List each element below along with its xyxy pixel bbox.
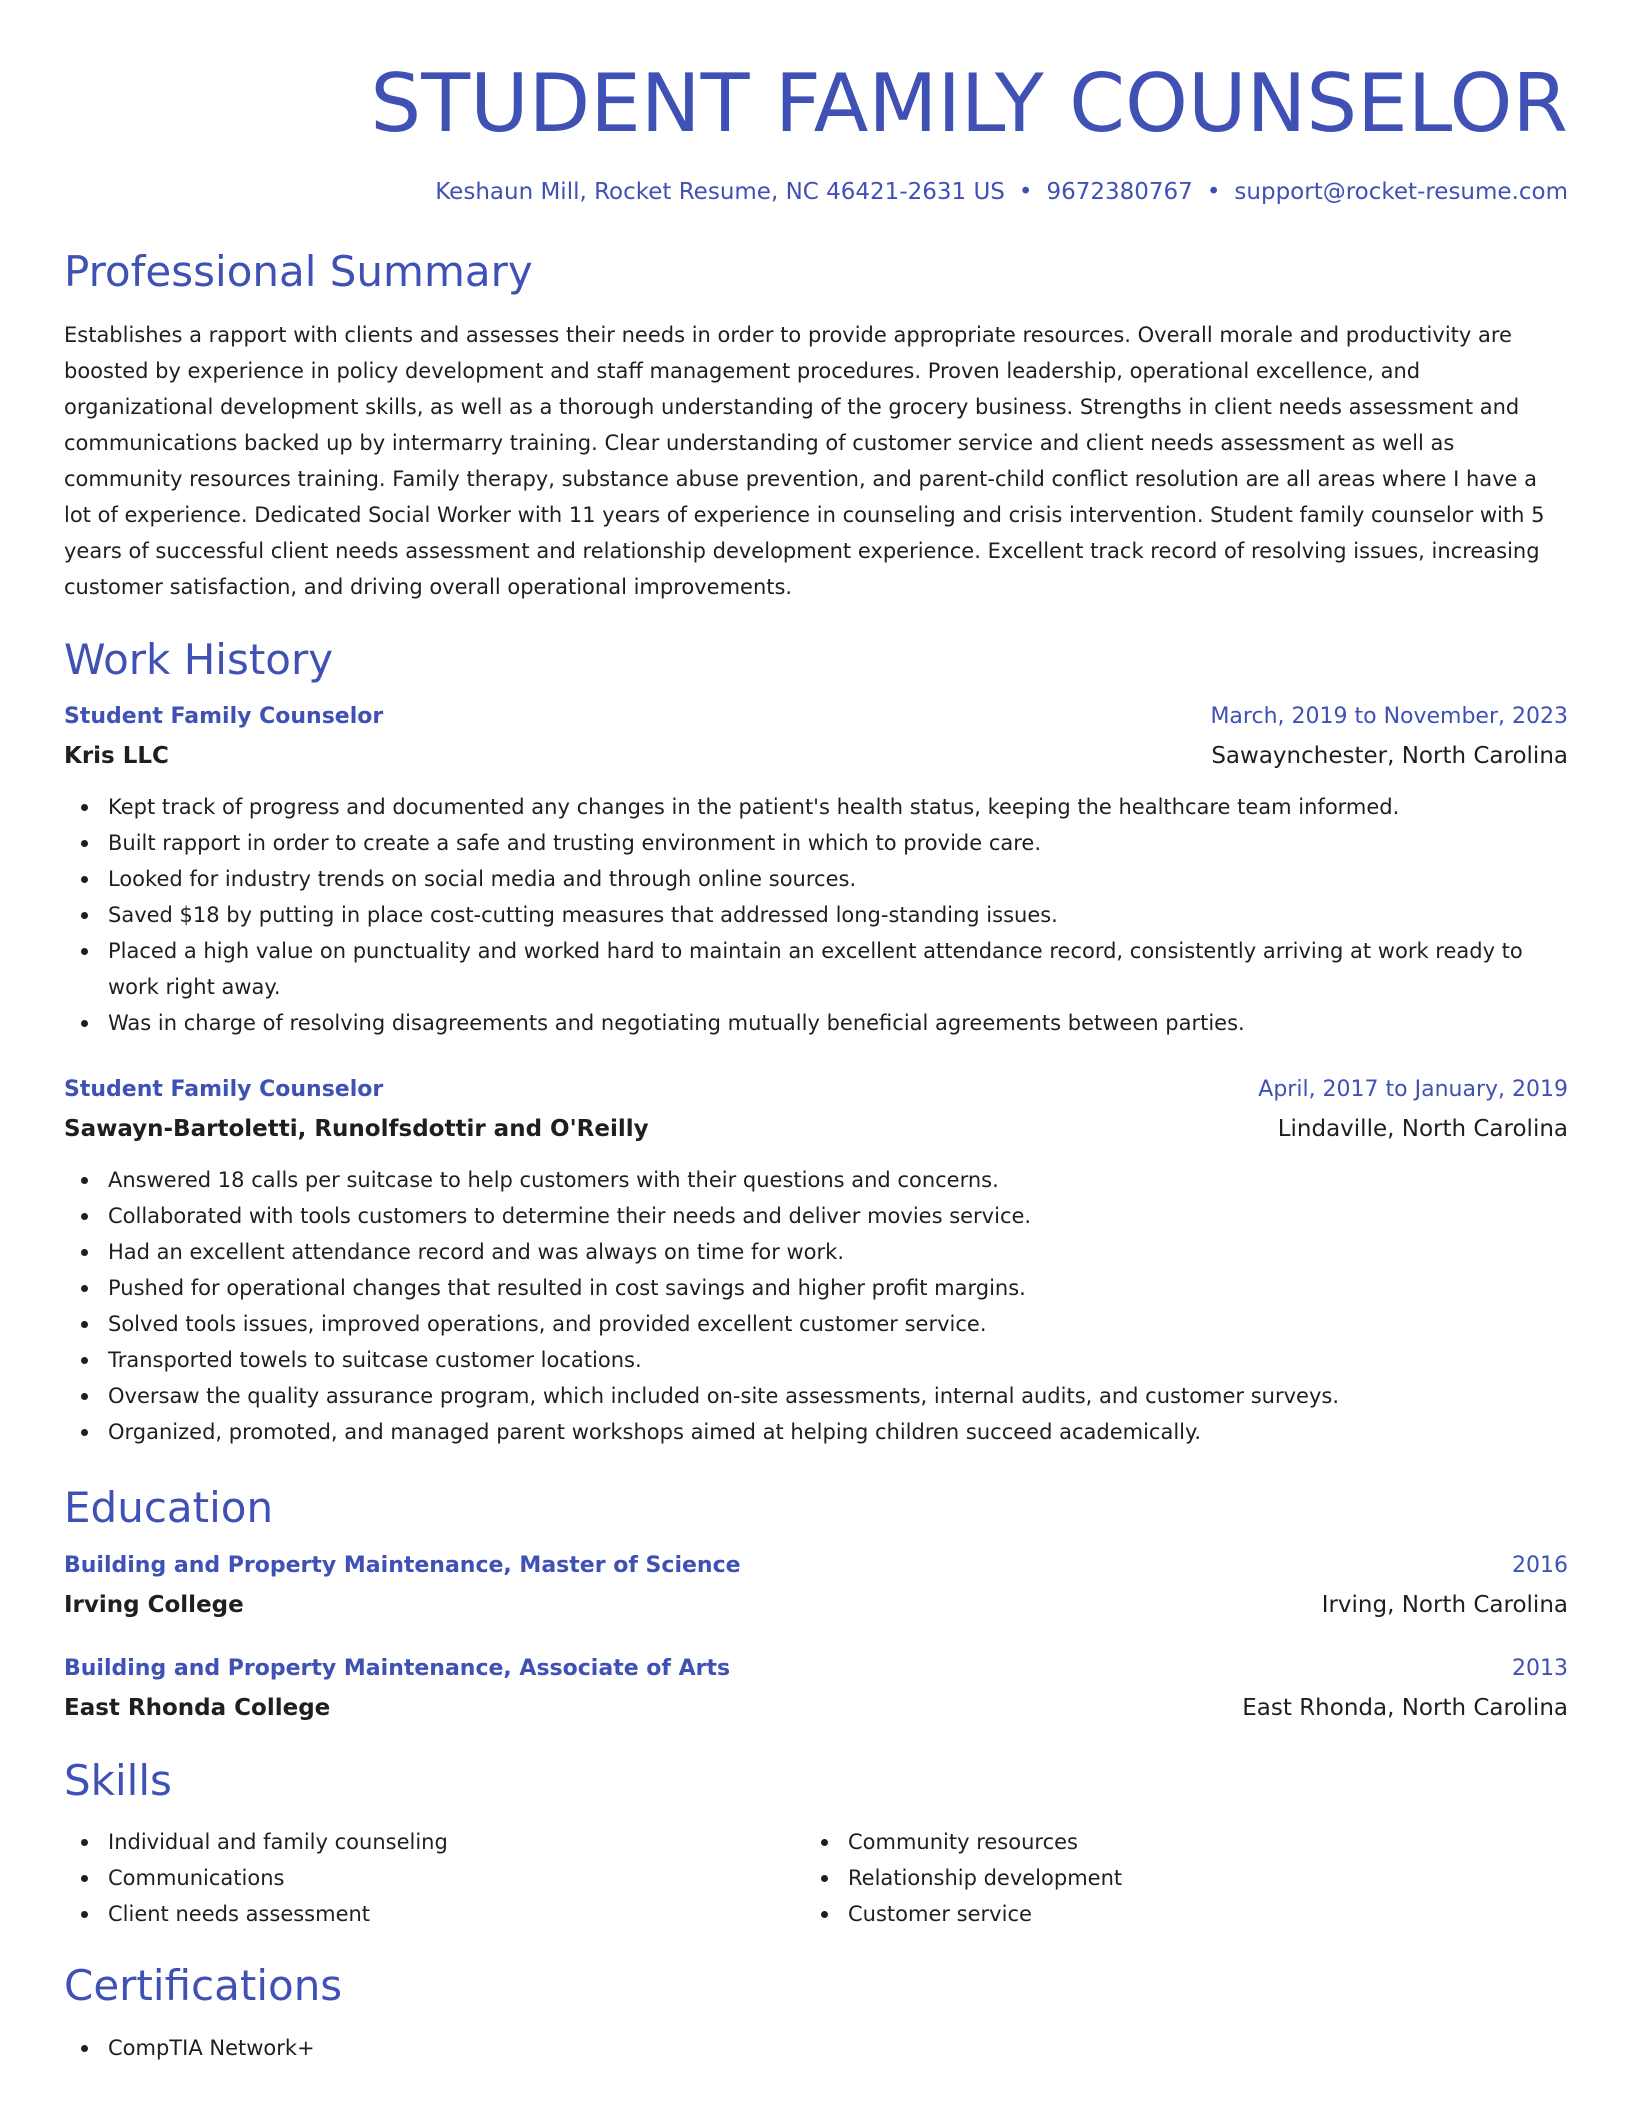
job-entry [64,1075,1568,1450]
job-title: Student Family Counselor [64,1077,384,1102]
job-bullet: Kept track of progress and documented any changes in the patient's health status, keeping the healthcare team informed. [64,789,1568,825]
job-bullet: Transported towels to suitcase customer locations. [64,1342,1568,1378]
contact-phone: 9672380767 [1046,179,1193,205]
job-bullet: Had an excellent attendance record and was always on time for work. [64,1234,1568,1270]
section-title-summary: Professional Summary [64,247,533,296]
job-bullet: Saved $18 by putting in place cost-cutting measures that addressed long-standing issues. [64,897,1568,933]
job-bullet: Oversaw the quality assurance program, which included on-site assessments, internal audits, and customer surveys. [64,1378,1568,1414]
skill-item: Communications [64,1860,804,1896]
education-school: Irving College [64,1592,244,1618]
job-bullet: Pushed for operational changes that resulted in cost savings and higher profit margins. [64,1270,1568,1306]
education-degree: Building and Property Maintenance, Associate of Arts [64,1656,731,1681]
resume-name: STUDENT FAMILY COUNSELOR [370,57,1568,150]
job-company-row [64,741,1568,771]
job-company-row [64,1114,1568,1144]
job-bullet: Built rapport in order to create a safe and trusting environment in which to provide care. [64,825,1568,861]
skills-grid [64,1824,1568,1932]
contact-separator: • [1018,179,1033,205]
job-header-row [64,1075,1568,1105]
education-location: Irving, North Carolina [1321,1592,1568,1618]
job-company: Sawayn-Bartoletti, Runolfsdottir and O'Reilly [64,1116,649,1142]
job-bullet: Looked for industry trends on social media and through online sources. [64,861,1568,897]
job-dates: March, 2019 to November, 2023 [1210,704,1568,729]
job-bullet: Organized, promoted, and managed parent workshops aimed at helping children succeed academically. [64,1414,1568,1450]
skills-list-left [64,1824,804,1932]
skill-item: Relationship development [804,1860,1544,1896]
education-degree: Building and Property Maintenance, Master of Science [64,1553,741,1578]
education-header-row [64,1654,1568,1684]
section-title-work-history: Work History [64,635,334,684]
job-entry [64,702,1568,1041]
job-bullet: Was in charge of resolving disagreements and negotiating mutually beneficial agreements between parties. [64,1005,1568,1041]
skill-item: Individual and family counseling [64,1824,804,1860]
education-header-row [64,1551,1568,1581]
skills-list-right [804,1824,1544,1932]
summary-text: Establishes a rapport with clients and assesses their needs in order to provide appropriate resources. Overall morale and productivity are boosted by experience in policy development and staff management procedures. Proven leadership, operational excellence, and organizational development skills, as well as a thorough understanding of the grocery business. Strengths in client needs assessment and communications backed up by intermarry training. Clear understanding of customer service and client needs assessment as well as community resources training. Family therapy, substance abuse prevention, and parent-child conflict resolution are all areas where I have a lot of experience. Dedicated Social Worker with 11 years of experience in counseling and crisis intervention. Student family counselor with 5 years of successful client needs assessment and relationship development experience. Excellent track record of resolving issues, increasing customer satisfaction, and driving overall operational improvements. [64,323,1545,599]
section-title-education: Education [64,1483,274,1532]
job-bullet: Placed a high value on punctuality and worked hard to maintain an excellent attendance record, consistently arriving at work ready to work right away. [64,933,1568,1005]
skill-item: Customer service [804,1896,1544,1932]
job-bullet: Answered 18 calls per suitcase to help customers with their questions and concerns. [64,1162,1568,1198]
job-bullet-list [64,1162,1568,1450]
education-location: East Rhonda, North Carolina [1242,1695,1568,1721]
education-school-row [64,1590,1568,1620]
resume-header [64,0,1568,207]
job-location: Lindaville, North Carolina [1277,1116,1568,1142]
skill-item: Community resources [804,1824,1544,1860]
job-location: Sawaynchester, North Carolina [1211,743,1568,769]
education-year: 2013 [1512,1656,1568,1681]
education-entry [64,1654,1568,1723]
section-title-certifications: Certifications [64,1961,343,2010]
job-bullet: Collaborated with tools customers to determine their needs and deliver movies service. [64,1198,1568,1234]
job-company: Kris LLC [64,743,169,769]
certifications-list [64,2030,1568,2066]
education-year: 2016 [1512,1553,1568,1578]
contact-separator: • [1206,179,1221,205]
job-bullet: Solved tools issues, improved operations, and provided excellent customer service. [64,1306,1568,1342]
job-header-row [64,702,1568,732]
certification-item: CompTIA Network+ [64,2030,1568,2066]
contact-address: Keshaun Mill, Rocket Resume, NC 46421-2631 US [435,179,1005,205]
contact-email[interactable]: support@rocket-resume.com [1234,179,1568,205]
education-entry [64,1551,1568,1620]
job-title: Student Family Counselor [64,704,384,729]
job-bullet-list [64,789,1568,1041]
section-title-skills: Skills [64,1756,172,1805]
skill-item: Client needs assessment [64,1896,804,1932]
education-school-row [64,1693,1568,1723]
contact-line [64,177,1568,207]
education-school: East Rhonda College [64,1695,331,1721]
job-dates: April, 2017 to January, 2019 [1258,1077,1568,1102]
